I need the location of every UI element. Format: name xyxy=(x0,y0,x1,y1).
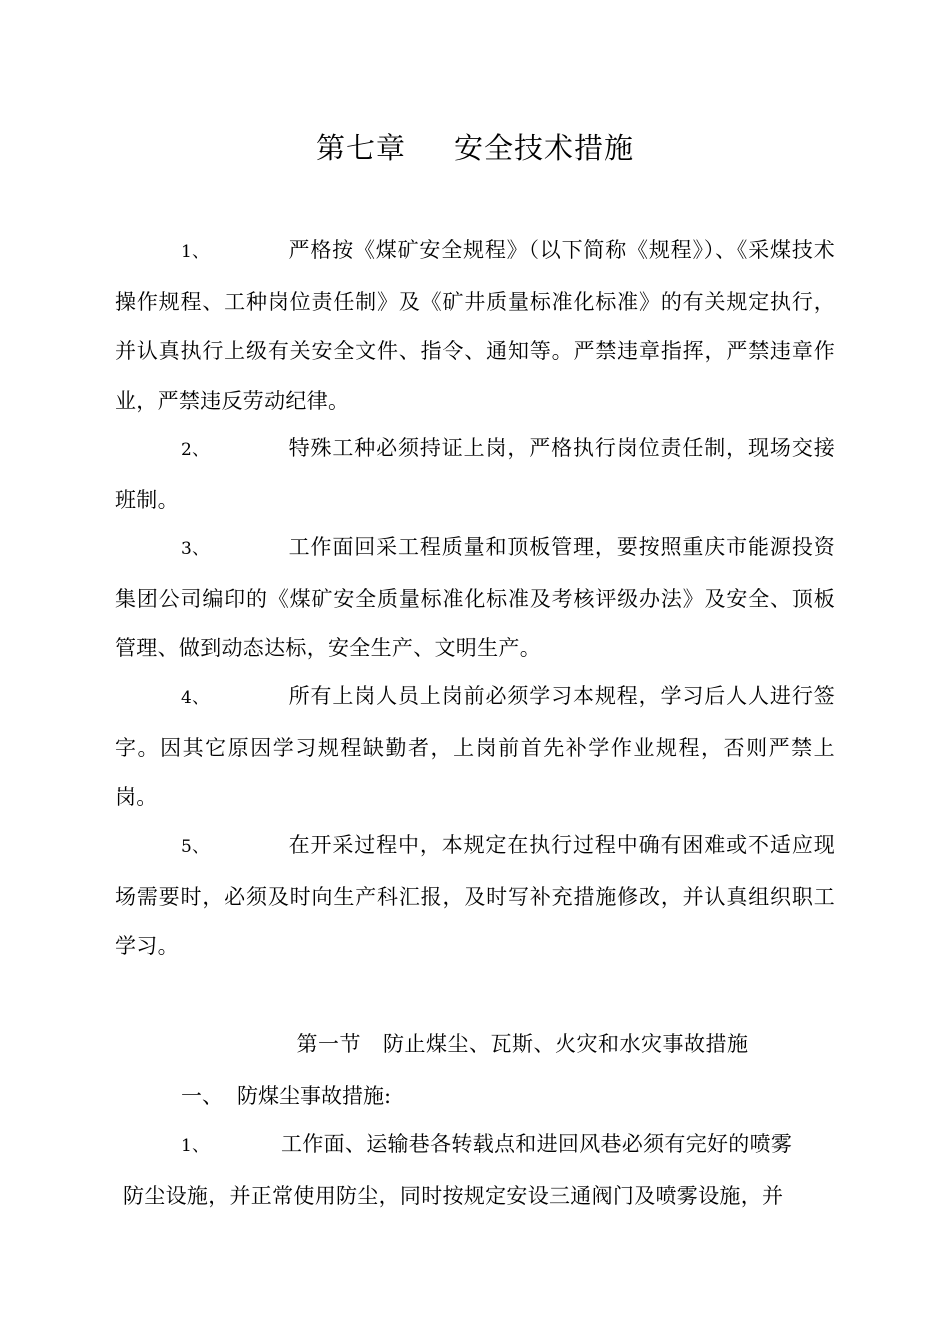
subheading-mark: 一、 xyxy=(181,1084,223,1108)
item-text: 在开采过程中，本规定在执行过程中确有困难或不适应现场需要时，必须及时向生产科汇报，及时写补充措施修改，并认真组织职工学习。 xyxy=(115,833,835,959)
item-index: 4、 xyxy=(181,688,210,708)
item-text: 所有上岗人员上岗前必须学习本规程，学习后人人进行签字。因其它原因学习规程缺勤者，上岗前首先补学作业规程，否则严禁上岗。 xyxy=(115,684,835,810)
list-item xyxy=(115,1120,835,1172)
item-index: 2、 xyxy=(181,440,210,460)
list-item xyxy=(115,424,835,523)
item-text: 工作面回采工程质量和顶板管理，要按照重庆市能源投资集团公司编印的《煤矿安全质量标准化标准及考核评级办法》及安全、顶板管理、做到动态达标，安全生产、文明生产。 xyxy=(115,535,835,661)
item-text: 特殊工种必须持证上岗，严格执行岗位责任制，现场交接班制。 xyxy=(115,436,835,512)
subheading-text: 防煤尘事故措施: xyxy=(237,1084,392,1108)
measures-list xyxy=(115,226,835,970)
list-item xyxy=(115,226,835,424)
chapter-number: 第七章 xyxy=(315,131,406,165)
subheading xyxy=(181,1074,391,1118)
chapter-title xyxy=(0,128,950,168)
list-item-continued xyxy=(115,1172,835,1222)
list-item xyxy=(115,821,835,970)
item-text-line2: 防尘设施，并正常使用防尘，同时按规定安设三通阀门及喷雾设施，并 xyxy=(123,1183,784,1208)
section-title xyxy=(0,1022,950,1066)
item-index: 3、 xyxy=(181,539,210,559)
item-text: 严格按《煤矿安全规程》（以下简称《规程》）、《采煤技术操作规程、工种岗位责任制》及《矿井质量标准化标准》的有关规定执行，并认真执行上级有关安全文件、指令、通知等。严禁违章指挥，严禁违章作业，严禁违反劳动纪律。 xyxy=(115,238,835,413)
item-index: 1、 xyxy=(181,242,210,262)
item-index: 5、 xyxy=(181,837,210,857)
item-text-line1: 工作面、运输巷各转载点和进回风巷必须有完好的喷雾 xyxy=(281,1132,793,1156)
chapter-name: 安全技术措施 xyxy=(454,131,635,165)
section-name: 防止煤尘、瓦斯、火灾和水灾事故措施 xyxy=(383,1032,749,1056)
dust-measures-list xyxy=(115,1120,835,1221)
list-item xyxy=(115,523,835,672)
item-index: 1、 xyxy=(181,1136,210,1156)
section-number: 第一节 xyxy=(296,1032,361,1056)
list-item xyxy=(115,672,835,821)
